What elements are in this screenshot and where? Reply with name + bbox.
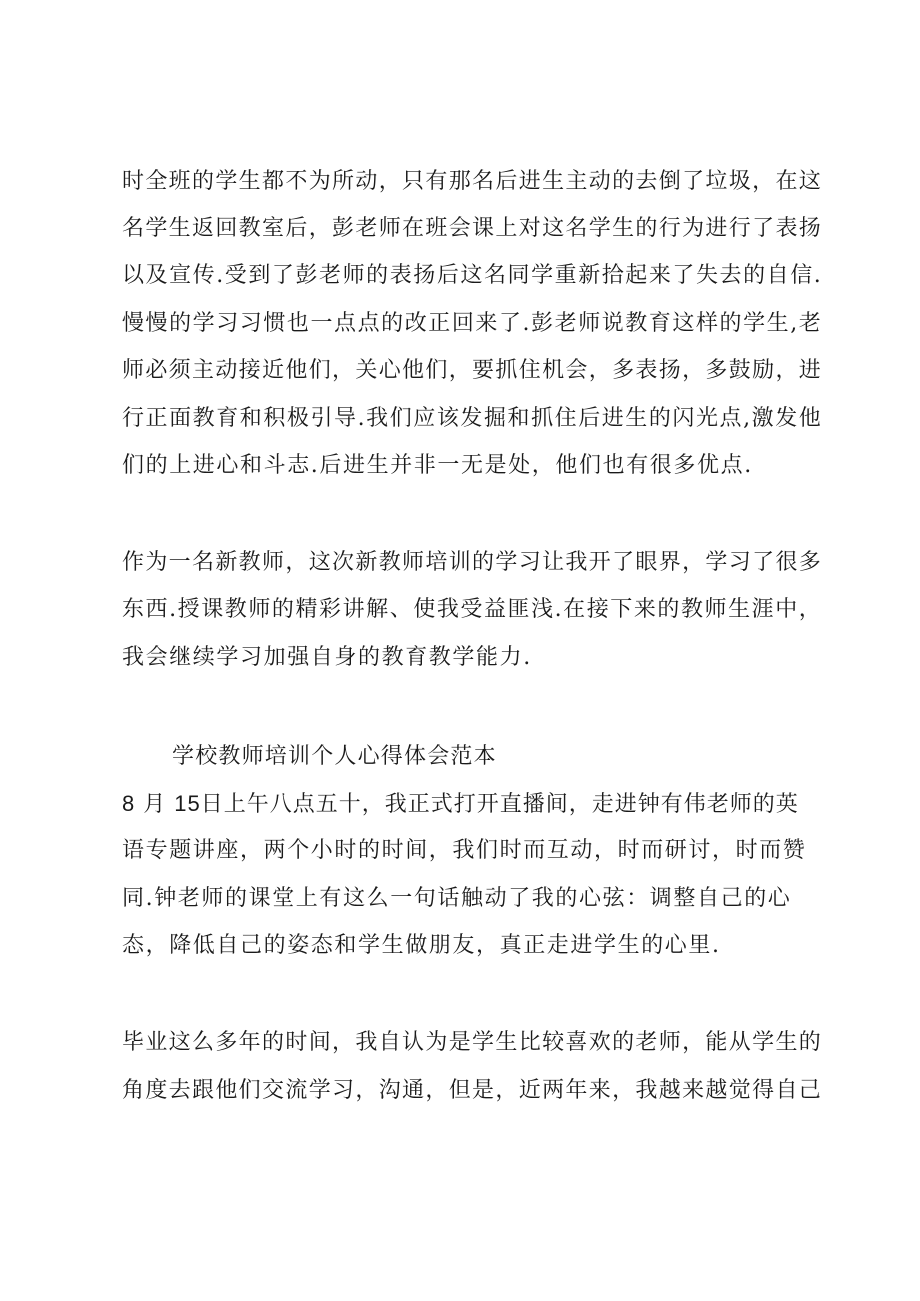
month-char: 月 <box>143 792 167 817</box>
section-2-line-1-rest: 日上午八点五十，我正式打开直播间，走进钟有伟老师的英 <box>200 792 799 817</box>
paragraph-2-line-3: 我会继续学习加强自身的教育教学能力. <box>122 645 532 670</box>
paragraph-1-line-7: 们的上进心和斗志.后进生并非一无是处，他们也有很多优点. <box>122 453 753 478</box>
paragraph-1-line-1: 时全班的学生都不为所动，只有那名后进生主动的去倒了垃圾，在这 <box>122 169 822 194</box>
paragraph-2-line-2: 东西.授课教师的精彩讲解、使我受益匪浅.在接下来的教师生涯中， <box>122 597 822 622</box>
section-3-line-1: 毕业这么多年的时间，我自认为是学生比较喜欢的老师，能从学生的 <box>122 1030 822 1055</box>
day-number: 15 <box>174 791 201 816</box>
paragraph-1-line-4: 慢慢的学习习惯也一点点的改正回来了.彭老师说教育这样的学生,老 <box>122 311 822 336</box>
paragraph-1-line-3: 以及宣传.受到了彭老师的表扬后这名同学重新拾起来了失去的自信. <box>122 263 822 288</box>
paragraph-1-line-5: 师必须主动接近他们，关心他们，要抓住机会，多表扬，多鼓励，进 <box>122 358 822 383</box>
month-number: 8 <box>122 791 136 816</box>
section-2-line-1 <box>122 789 802 820</box>
section-2-line-4: 态，降低自己的姿态和学生做朋友，真正走进学生的心里. <box>122 933 721 958</box>
section-2-line-3: 同.钟老师的课堂上有这么一句话触动了我的心弦：调整自己的心 <box>122 886 792 911</box>
paragraph-1-line-2: 名学生返回教室后，彭老师在班会课上对这名学生的行为进行了表扬 <box>122 216 822 241</box>
paragraph-2-line-1: 作为一名新教师，这次新教师培训的学习让我开了眼界，学习了很多 <box>122 550 822 575</box>
section-heading: 学校教师培训个人心得体会范本 <box>172 744 497 769</box>
paragraph-1-line-6: 行正面教育和积极引导.我们应该发掘和抓住后进生的闪光点,激发他 <box>122 406 822 431</box>
section-2-line-2: 语专题讲座，两个小时的时间，我们时而互动，时而研讨，时而赞 <box>122 838 807 863</box>
section-3-line-2: 角度去跟他们交流学习，沟通，但是，近两年来，我越来越觉得自己 <box>122 1078 822 1103</box>
